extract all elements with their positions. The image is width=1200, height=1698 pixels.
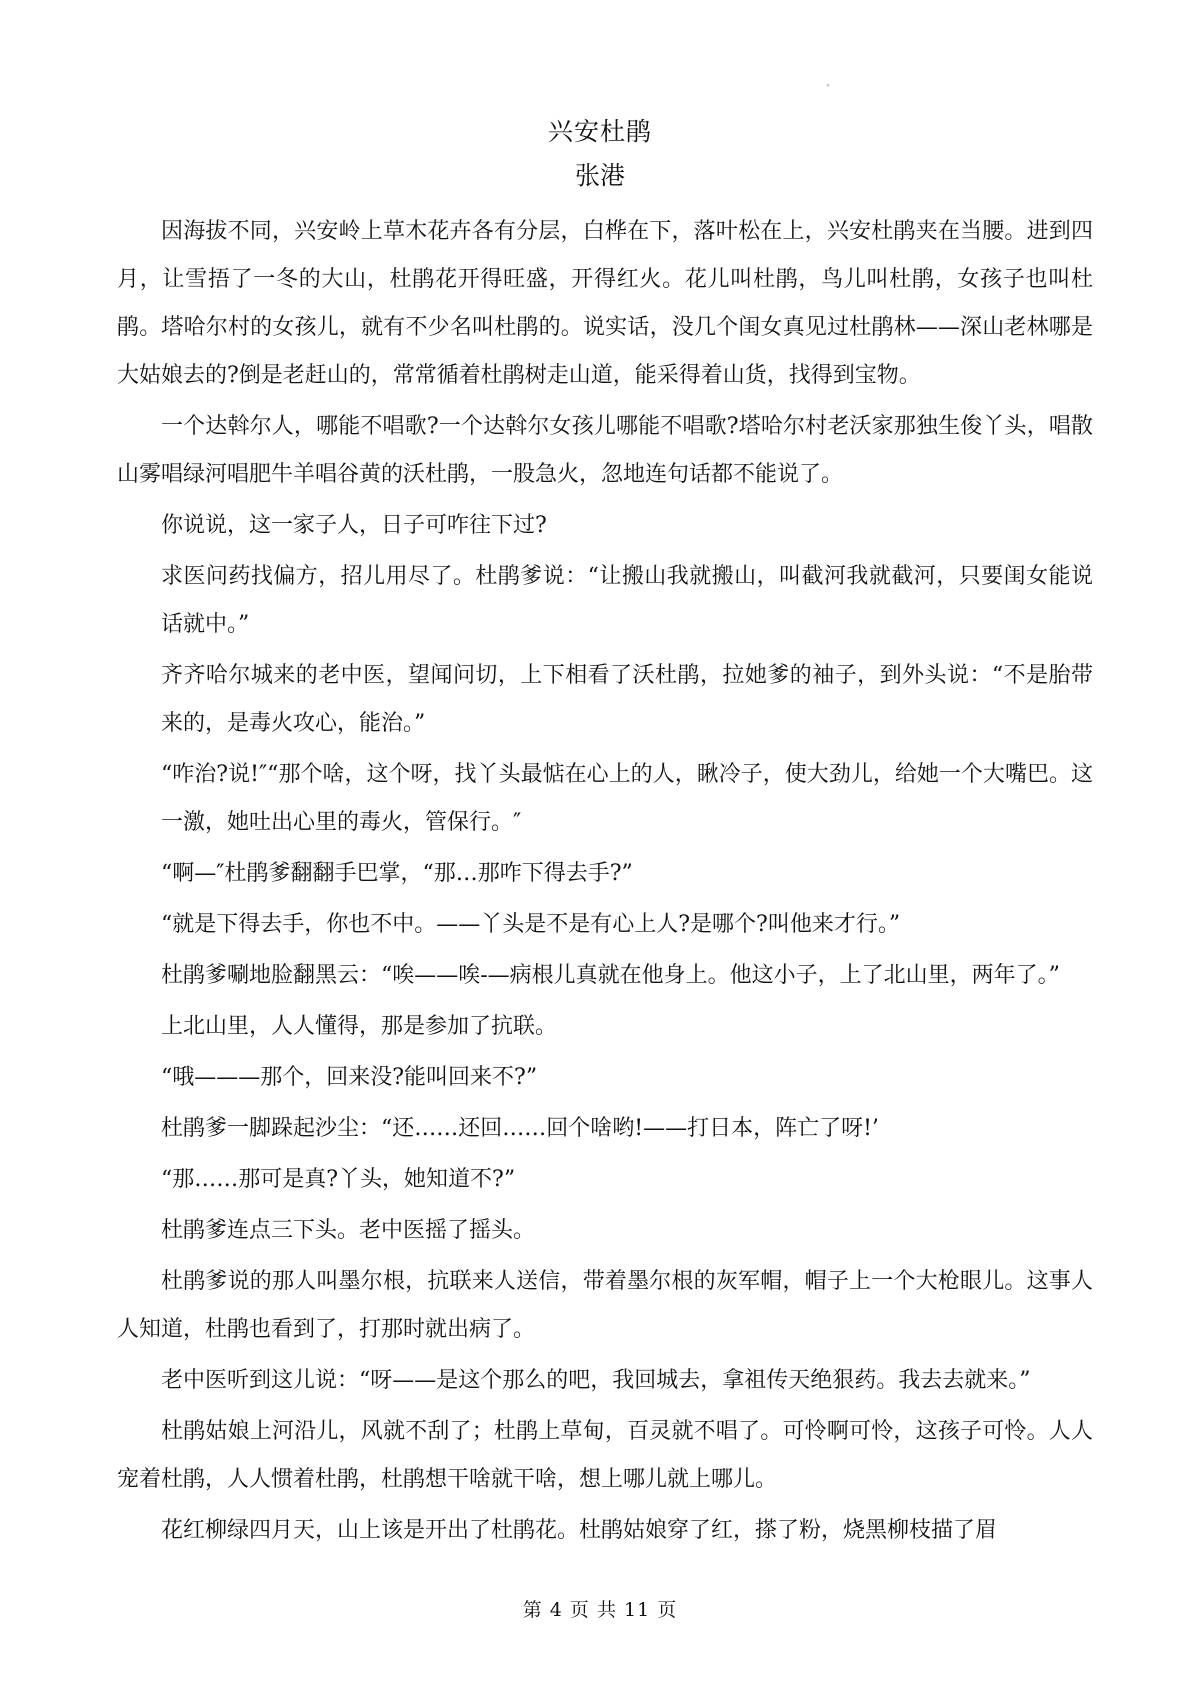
body-paragraph: 求医问药找偏方，招儿用尽了。杜鹃爹说：“让搬山我就搬山，叫截河我就截河，只要闺女能说话就中。” [161,564,1093,637]
corner-mark: " [826,84,831,94]
body-paragraph: 一个达斡尔人，哪能不唱歌?一个达斡尔女孩儿哪能不唱歌?塔哈尔村老沃家那独生俊丫头，唱散山雾唱绿河唱肥牛羊唱谷黄的沃杜鹃，一股急火，忽地连句话都不能说了。 [117,414,1093,487]
body-paragraph: “就是下得去手，你也不中。——丫头是不是有心上人?是哪个?叫他来才行。” [161,912,901,937]
body-paragraph: 你说说，这一家子人，日子可咋往下过? [161,513,547,538]
body-paragraph: “啊—″杜鹃爹翻翻手巴掌，“那…那咋下得去手?” [161,861,633,886]
body-paragraph: 杜鹃姑娘上河沿儿，风就不刮了；杜鹃上草甸，百灵就不唱了。可怜啊可怜，这孩子可怜。人人宠着杜鹃，人人惯着杜鹃，杜鹃想干啥就干啥，想上哪儿就上哪儿。 [117,1419,1093,1492]
body-paragraph: 齐齐哈尔城来的老中医，望闻问切，上下相看了沃杜鹃，拉她爹的袖子，到外头说：“不是胎带来的，是毒火攻心，能治。” [161,663,1093,736]
body-paragraph: “那……那可是真?丫头，她知道不?” [161,1167,516,1192]
body-paragraph: 花红柳绿四月天，山上该是开出了杜鹃花。杜鹃姑娘穿了红，搽了粉，烧黑柳枝描了眉 [161,1518,998,1543]
body-paragraph: “咋治?说!″“那个啥，这个呀，找丫头最惦在心上的人，瞅冷子，使大劲儿，给她一个大嘴巴。这一激，她吐出心里的毒火，管保行。″ [161,762,1093,835]
body-paragraph: 杜鹃爹一脚跺起沙尘：“还……还回……回个啥哟!——打日本，阵亡了呀!’ [161,1116,879,1141]
article-body [117,208,1093,1558]
body-paragraph: 杜鹃爹说的那人叫墨尔根，抗联来人送信，带着墨尔根的灰军帽，帽子上一个大枪眼儿。这事人人知道，杜鹃也看到了，打那时就出病了。 [117,1269,1093,1342]
article-author: 张港 [574,161,625,190]
body-paragraph: 杜鹃爹连点三下头。老中医摇了摇头。 [161,1218,536,1243]
body-paragraph: 老中医听到这儿说：“呀——是这个那么的吧，我回城去，拿祖传天绝狠药。我去去就来。” [161,1368,1031,1393]
body-paragraph: 因海拔不同，兴安岭上草木花卉各有分层，白桦在下，落叶松在上，兴安杜鹃夹在当腰。进到四月，让雪捂了一冬的大山，杜鹃花开得旺盛，开得红火。花儿叫杜鹃，鸟儿叫杜鹃，女孩子也叫杜鹃。塔哈尔村的女孩儿，就有不少名叫杜鹃的。说实话，没几个闺女真见过杜鹃林——深山老林哪是大姑娘去的?倒是老赶山的，常常循着杜鹃树走山道，能采得着山货，找得到宝物。 [117,219,1093,388]
body-paragraph: 上北山里，人人懂得，那是参加了抗联。 [161,1014,558,1039]
body-paragraph: 杜鹃爹唰地脸翻黑云：“唉——唉-—病根儿真就在他身上。他这小子，上了北山里，两年了。” [161,963,1060,988]
article-title: 兴安杜鹃 [547,117,652,146]
page-footer: 第 4 页 共 11 页 [522,1599,678,1621]
body-paragraph: “哦———那个，回来没?能叫回来不?” [161,1065,538,1090]
